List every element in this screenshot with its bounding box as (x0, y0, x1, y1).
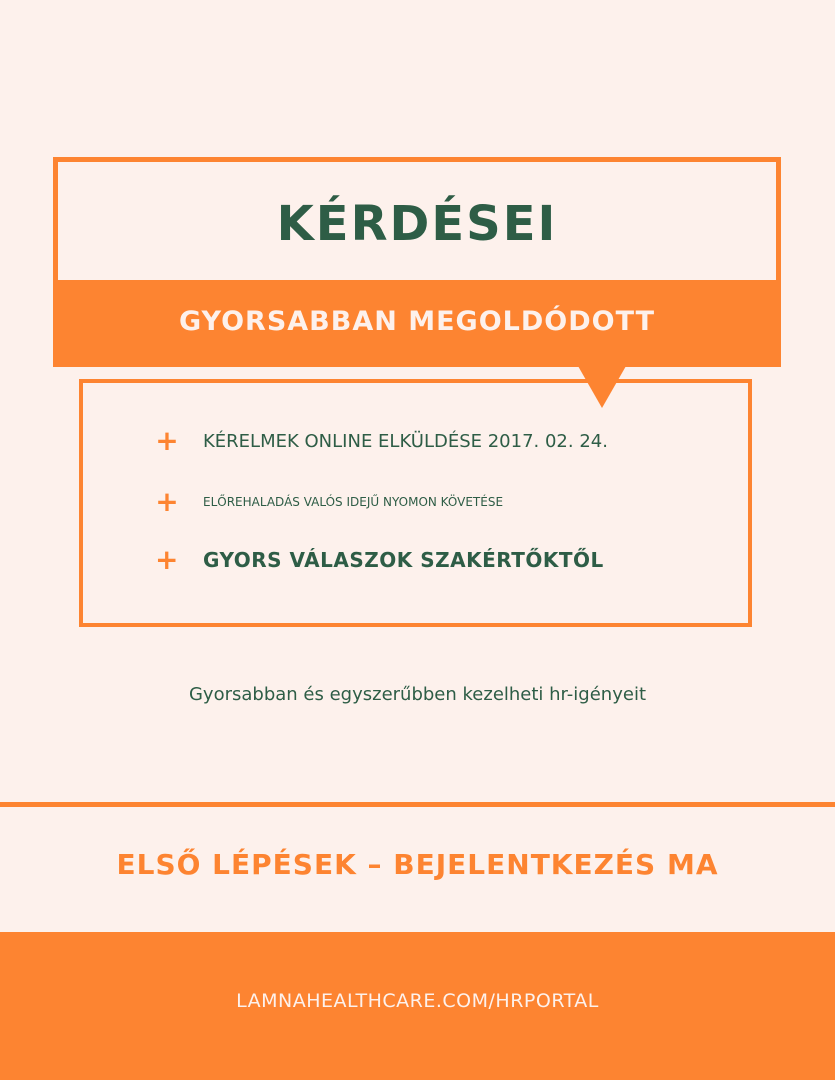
feature-item (155, 485, 504, 518)
footer-band (0, 932, 835, 1080)
feature-item (155, 543, 604, 576)
call-to-action: ELSŐ LÉPÉSEK – BEJELENTKEZÉS MA (116, 848, 719, 881)
plus-icon: + (155, 485, 179, 518)
portal-url[interactable]: LAMNAHEALTHCARE.COM/HRPORTAL (236, 990, 599, 1012)
page-title: KÉRDÉSEI (276, 196, 558, 252)
feature-list (79, 379, 752, 627)
plus-icon: + (155, 424, 179, 457)
feature-text: KÉRELMEK ONLINE ELKÜLDÉSE 2017. 02. 24. (203, 430, 608, 452)
feature-text: ELŐREHALADÁS VALÓS IDEJŰ NYOMON KÖVETÉSE (203, 495, 504, 509)
tagline: Gyorsabban és egyszerűbben kezelheti hr-igényeit (188, 684, 646, 705)
plus-icon: + (155, 543, 179, 576)
subtitle-banner (58, 280, 776, 362)
divider (0, 802, 835, 807)
banner-text: GYORSABBAN MEGOLDÓDOTT (178, 305, 656, 337)
header-box (53, 157, 781, 367)
feature-item (155, 424, 608, 457)
feature-text: GYORS VÁLASZOK SZAKÉRTŐKTŐL (203, 548, 604, 572)
